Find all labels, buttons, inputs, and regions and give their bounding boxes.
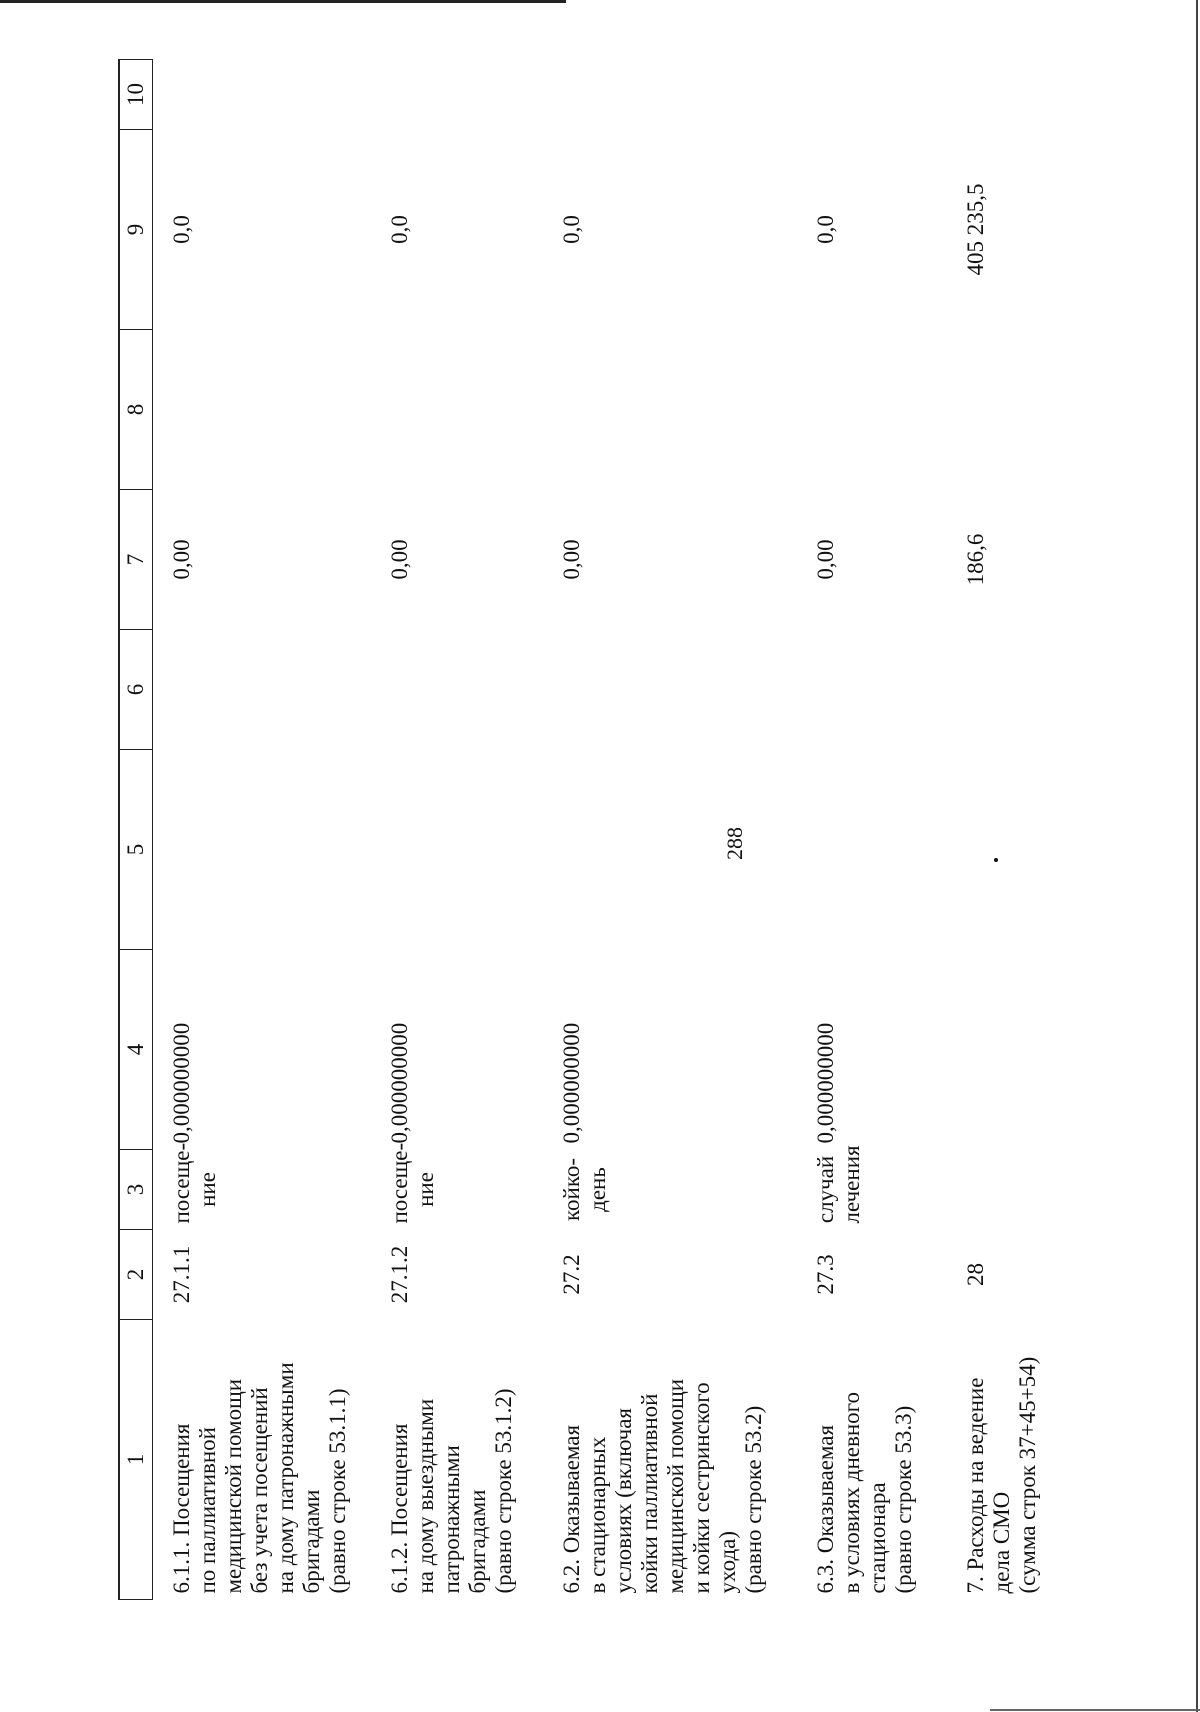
column-header: 8 [119, 330, 153, 490]
row-col8-value [153, 330, 376, 490]
row-col5-value [547, 750, 801, 950]
row-unit: посеще- ние [387, 1142, 438, 1224]
row-col7-value: 186,6 [963, 533, 988, 586]
row-col5-value [801, 750, 951, 950]
row-col6-value [801, 630, 951, 750]
row-col4-value [951, 950, 1091, 1150]
table-row [375, 60, 547, 1600]
row-col5-value [375, 750, 547, 950]
row-name: 6.2. Оказываемая в стационарных условиях (включая койки паллиативной медицинской помощи и койки сестринского ухода) (равно строке 53.2) [559, 1378, 766, 1594]
scan-edge-right [1196, 0, 1198, 1712]
column-header: 5 [119, 750, 153, 950]
table-row [547, 60, 801, 1600]
column-header: 3 [119, 1150, 153, 1230]
row-col6-value [951, 630, 1091, 750]
column-header: 7 [119, 490, 153, 630]
row-col6-value [547, 630, 801, 750]
row-unit: случай лечения [813, 1145, 864, 1224]
data-table [118, 59, 1091, 1600]
row-col6-value [153, 630, 376, 750]
row-unit: койко- день [559, 1158, 610, 1221]
column-header: 4 [119, 950, 153, 1150]
column-header: 10 [119, 60, 153, 130]
row-col8-value [951, 330, 1091, 490]
row-col4-value: 0,000000000 [813, 1022, 838, 1144]
row-unit [951, 1150, 1091, 1230]
row-name: 6.1.2. Посещения на дому выездными патронажными бригадами (равно строке 53.1.2) [387, 1388, 516, 1594]
column-header: 2 [119, 1230, 153, 1320]
row-col8-value [547, 330, 801, 490]
row-col7-value: 0,00 [169, 539, 194, 580]
row-line-number: 28 [963, 1263, 988, 1286]
row-col4-value: 0,000000000 [169, 1022, 194, 1144]
row-name: 7. Расходы на ведение дела СМО (сумма строк 37+45+54) [963, 1356, 1040, 1594]
row-line-number: 27.3 [813, 1254, 838, 1295]
row-col8-value [375, 330, 547, 490]
row-col10-value [801, 60, 951, 130]
table-row [801, 60, 951, 1600]
row-name: 6.3. Оказываемая в условиях дневного стационара (равно строке 53.3) [813, 1391, 916, 1594]
row-name: 6.1.1. Посещения по паллиативной медицинской помощи без учета посещений на дому патронажными бригадами (равно строке 53.1.1) [169, 1362, 350, 1594]
table-row [951, 60, 1091, 1600]
row-col9-value: 0,0 [169, 215, 194, 244]
column-header: 6 [119, 630, 153, 750]
row-col10-value [375, 60, 547, 130]
row-col4-value: 0,000000000 [387, 1022, 412, 1144]
row-col4-value: 0,000000000 [559, 1022, 584, 1144]
row-line-number: 27.1.1 [169, 1245, 194, 1304]
row-col9-value: 405 235,5 [963, 183, 988, 276]
row-col9-value: 0,0 [387, 215, 412, 244]
row-col10-value [547, 60, 801, 130]
table-row [153, 60, 376, 1600]
row-line-number: 27.2 [559, 1254, 584, 1295]
row-col9-value: 0,0 [813, 215, 838, 244]
row-col8-value [801, 330, 951, 490]
row-col9-value: 0,0 [559, 215, 584, 244]
column-header: 9 [119, 130, 153, 330]
row-unit: посеще- ние [169, 1142, 220, 1224]
rotated-page-content [118, 60, 1118, 1600]
row-col7-value: 0,00 [559, 539, 584, 580]
row-col6-value [375, 630, 547, 750]
header-row [119, 60, 153, 1600]
row-col7-value: 0,00 [387, 539, 412, 580]
scan-edge-bottom [990, 1709, 1200, 1711]
scan-edge-top [0, 0, 566, 3]
row-line-number: 27.1.2 [387, 1245, 412, 1304]
row-col5-value [951, 750, 1091, 950]
page-number: 288 [722, 827, 747, 860]
row-col5-value [153, 750, 376, 950]
row-col10-value [153, 60, 376, 130]
row-col10-value [951, 60, 1091, 130]
column-header: 1 [119, 1320, 153, 1600]
row-col7-value: 0,00 [813, 539, 838, 580]
